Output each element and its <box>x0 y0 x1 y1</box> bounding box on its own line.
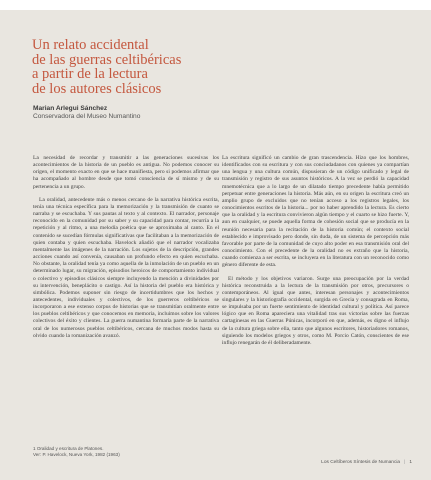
author-role: Conservadora del Museo Numantino <box>33 113 141 120</box>
body-paragraph: La oralidad, antecedente más o menos cercano de la narrativa histórica escrita, tenía una técnica específica para la memorización y la transmisión de cuanto se narraba y se escuchaba. Y sus pautas al texto y al contexto. El narrador, personaje reconocido en la comunidad por su saber y su capacidad para contar, recurría a la repetición y al ritmo, a una melodía poética que se aproximaba al canto. En el contenido se sucedían fórmulas significativas que facilitaban a la memorización de quien contaba y quien escuchaba. Havelock añadió que el narrador vocalizaba mentalmente las imágenes de la narración. Los sujetos de la descripción, grandes acciones cuando así convenía, causaban un profundo efecto en quien escuchaba. No obstante, la oralidad tenía ya como aquella de la inmolación de un pueblo en un determinado lugar, su migración, episodios heroicos de comportamiento individual o colectivo y episodios clásicos siempre incluyendo la mención a divinidades por su intervención, beneplácito o castigo. Así la historia del pueblo era histórica y simbólica. Podemos suponer sin riesgo de incertidumbres que los hechos y antecedentes, individuales y colectivos, de los guerreros celtibéricos se incorporaron a ese extenso corpus de historias que se transmitían oralmente entre los pueblos celtibéricos y que conocemos en memoria, incluimos sobre los valores colectivos del éxito y clientes. La guerra numantina formaría parte de la narrativa oral de los numerosos pueblos celtibéricos, cercana de muchos modos hasta su olvido cuando la romanización avanzó. <box>33 196 219 339</box>
page-number: 1 <box>409 460 412 465</box>
footnote <box>33 446 203 458</box>
title-line: Un relato accidental <box>32 37 149 53</box>
title-line: a partir de la lectura <box>32 66 148 83</box>
body-paragraph: El método y los objetivos variaron. Surge una preocupación por la verdad histórica reconstruida a la lectura de la transmisión por otros, precursores o contemporáneos. Al igual que antes, interesan personajes y acontecimientos singulares y la historiografía occidental, surgida en Grecia y consagrada en Roma, se impulsaba por un fuerte sentimiento de identidad cultural y política. Así parece lógico que en Roma apareciera una vitalidad tras sus victorias sobre las fuerzas cartaginesas en las Guerras Púnicas, incorporó en que, además, es digno el influjo de la cultura griega sobre ella, tanto que algunos escritores, historiadores romanos, siguiendo los modelos griegos y otros, como M. Porcio Catón, conscientes de ese influjo renegarán de él deliberadamente. <box>222 275 409 346</box>
body-paragraph: La escritura significó un cambio de gran trascendencia. Hizo que los hombres, identificados con su escritura y con sus conciudadanos con quienes ya compartían una lengua y una cultura común, dispusieran de un código unificado y legal de transmisión y registro de sus asuntos históricos. A la vez se perdió la capacidad mnemotécnica que a lo largo de un dilatado tiempo precedente había permitido perpetuar entre generaciones la historia. Más aún, en su origen la escritura creó un amplio grupo de excluidos que no tenían acceso a los registros legales, los conocimientos escritos de la historia... por no haber aprendido la lectura. Es cierto que la oralidad y la escritura convivieron algún tiempo y el cuarto se hizo fuerte. Y, aun en cualquier, se puede aquella forma de cohesión social que se producía en la reunión necesaria para la recitación de la historia común; el contexto social establecido e improvisado pero donde, sin duda, de un sistema de percepción más favorable por parte de la comunidad de cuyo alto poder en esa transmisión oral del conocimiento. Con el precedente de la oralidad no es extraño que la historia, cuando comienza a ser escrita, se incluyera en la literatura con un reconocido como género diferente de esta. <box>222 155 409 269</box>
page-top-edge <box>0 0 431 10</box>
footnote-line: 1 Oralidad y escritura de Platones. <box>33 446 104 451</box>
footnote-line: Ver: P. Havelock, Nueva York, 1982 (1963) <box>33 452 120 457</box>
title-line: de las guerras celtibéricas <box>32 51 182 68</box>
page-footer <box>321 460 412 465</box>
title-line: de los autores clásicos <box>32 80 162 97</box>
left-text-column <box>33 155 219 346</box>
article-title <box>32 38 362 96</box>
author-block <box>33 105 140 120</box>
footer-separator: | <box>404 460 406 465</box>
right-text-column <box>222 155 409 353</box>
body-paragraph: La necesidad de recordar y transmitir a las generaciones sucesivas los acontecimientos de la historia de un pueblo es antigua. No podemos conocer su origen, el momento exacto en que se hace manifiesta, pero si podemos afirmar que ha acompañado al hombre desde que tomó consciencia de sí mismo y de su pertenencia a un grupo. <box>33 155 219 190</box>
author-name: Marian Arlegui Sánchez <box>33 105 108 112</box>
journal-name: Los Celtíberos Síntesis de Numancia <box>321 460 401 465</box>
